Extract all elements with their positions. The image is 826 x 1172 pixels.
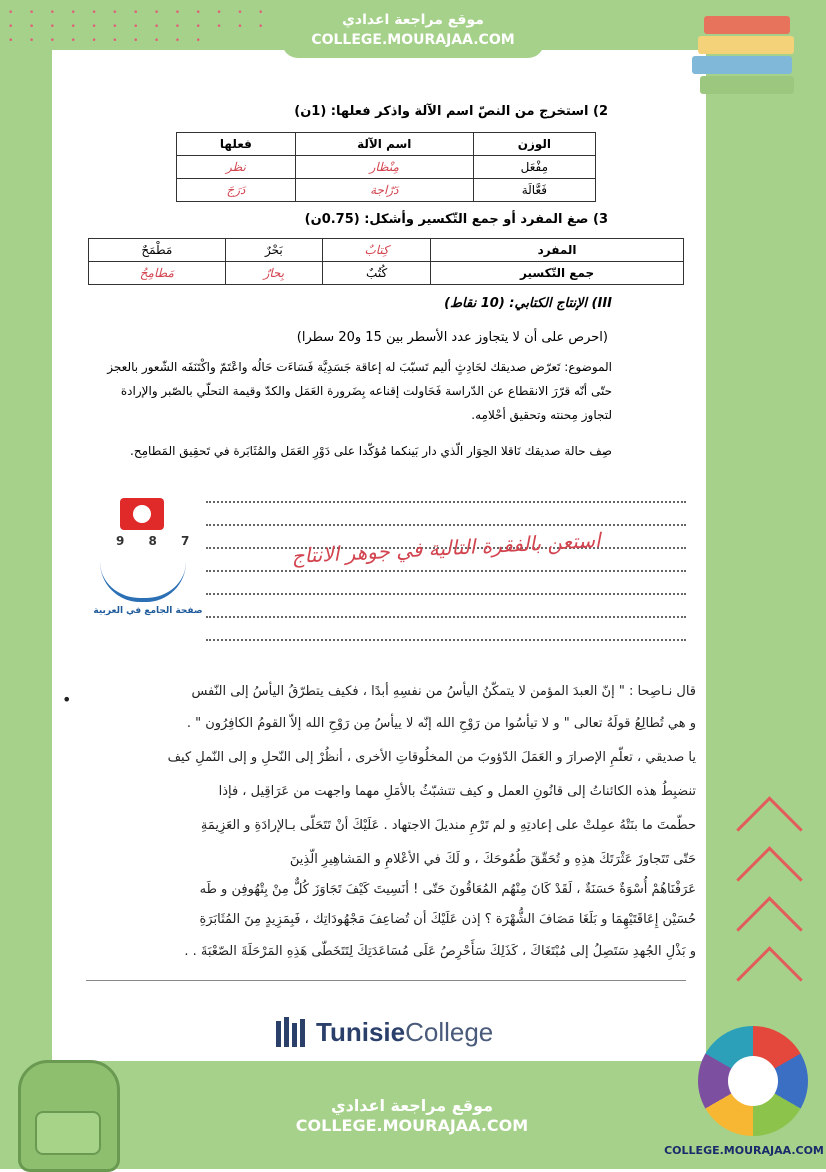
table-cell: دَرّاجة: [295, 179, 473, 202]
table-row-label: المفرد: [431, 239, 684, 262]
logo-numbers: 9 8 7: [116, 534, 200, 548]
brand-bold: Tunisie: [316, 1016, 406, 1047]
table-cell: كُتُبٌ: [323, 262, 431, 285]
logo-caption: صفحة الجامع في العربية: [93, 606, 203, 616]
exercise3-table: [88, 238, 684, 285]
table-cell: مِنْظار: [295, 156, 473, 179]
production-instruction: (احرص على أن لا يتجاوز عدد الأسطر بين 15 و20 سطرا): [296, 330, 608, 345]
exercise2-table: [176, 132, 596, 202]
header-site-url[interactable]: COLLEGE.MOURAJAA.COM: [311, 32, 515, 48]
table-cell: فَعَّالَة: [473, 179, 595, 202]
table-cell: مَطامِحُ: [89, 262, 226, 285]
books-stack-icon: [690, 14, 810, 98]
frame-left: [0, 0, 52, 1169]
bullet-icon: •: [62, 690, 72, 709]
subjects-wheel-icon: [698, 1026, 808, 1136]
passage-line: قال نـاصِحا : " إنّ العبدَ المؤمن لا يتمكّنُ اليأسُ من نفسِهِ أبدًا ، فكيف يتطرّقُ اليأسُ إلى النّفس: [191, 684, 696, 699]
footer-site-ar: موقع مراجعة اعدادي: [330, 1096, 494, 1115]
header-banner: [282, 0, 544, 58]
footer-banner: [262, 1086, 562, 1150]
table-row-label: جمع التّكسير: [431, 262, 684, 285]
book-bars-icon: [276, 1017, 308, 1047]
topic-line: حتّى أنّه قرّرَ الانقطاع عن الدّراسة فَحَاولت إقناعه بِضَرورة العَمَل والكدّ وقيمة التحلّي بالصّبر والإرادة: [120, 384, 612, 398]
table-cell: نظر: [177, 156, 296, 179]
header-site-ar: موقع مراجعة اعدادي: [342, 12, 484, 28]
table-cell: بِحارٌ: [225, 262, 322, 285]
divider: [86, 980, 686, 981]
table-header: فعلها: [177, 133, 296, 156]
production-title: III) الإنتاج الكتابي: (10 نقاط): [444, 296, 612, 311]
handwritten-note: استعن بالفقرة التالية في جوهر الانتاج: [290, 527, 602, 569]
corner-url[interactable]: COLLEGE.MOURAJAA.COM: [664, 1144, 824, 1157]
backpack-icon: [18, 1060, 120, 1172]
table-cell: بَحْرٌ: [225, 239, 322, 262]
jamie-logo: [92, 496, 204, 638]
table-header: اسم الآلة: [295, 133, 473, 156]
tunisie-college-logo: [276, 1012, 493, 1052]
open-book-icon: [100, 558, 186, 602]
brand-light: College: [405, 1016, 494, 1047]
passage-line: يا صديقي ، تعلّمِ الإصرارَ و العَمَلَ الدّؤوبَ من المخلُوقاتِ الأخرى ، أنظُرْ إلى النّحلِ و إلى النّملِ كيف: [167, 750, 696, 765]
table-cell: مَطْمَحٌ: [89, 239, 226, 262]
passage-line: حطّمتَ ما بنَتْهُ عمِلتْ على إعادتِهِ و لم تَرْمِ منديلَ الاجتهاد . عَلَيْكَ أنْ تَتَحَلّى بـالإرادَةِ و العَزِيمَةِ: [200, 818, 696, 833]
table-cell: دَرَجَ: [177, 179, 296, 202]
exercise2-title: 2) استخرج من النصّ اسم الآلة واذكر فعلها: (1ن): [294, 104, 608, 119]
passage-line: حَتّى تَتَجاوزَ عَثْرَتَكَ هذِهِ و تُحَقّقَ طُمُوحَكَ ، و لَكَ في الأعْلامِ و المَشاهِيرِ الّذِينَ: [289, 852, 696, 867]
passage-line: و هي تُطالِعُ قولَهُ تعالى " و لا تيأسُوا من رَوْحِ الله إنّه لا ييأسُ مِن رَوْحِ الله إلاّ القومُ الكافِرُون " .: [186, 716, 696, 731]
table-cell: كِتابٌ: [323, 239, 431, 262]
topic-line: لتجاوز مِحنته وتحقيق أحْلامِه.: [471, 408, 612, 422]
table-cell: مِفْعَل: [473, 156, 595, 179]
table-header: الوزن: [473, 133, 595, 156]
passage-line: عَرَفْنَاهُمْ أُسْوَةٌ حَسَنَةٌ ، لَقَدْ كَانَ مِنْهُم المُعَاقُونَ حَتّى ! أنَسِيتَ كَيْفَ تَجَاوَزَ كُلٌّ مِنْ بِتْهُوفِن و طَه: [199, 882, 696, 897]
tunisia-flag-icon: [120, 498, 164, 530]
passage-line: تنضبِطُ هذه الكائناتُ إلى قانُونِ العمل و كيف تتشبّثُ بالأمَلِ مهما واجهت من عَرَاقِيل ، فإذا: [218, 784, 696, 799]
exercise3-title: 3) صغ المفرد أو جمع التّكسير وأشكل: (0.75ن): [304, 212, 608, 227]
passage-line: حُسَيْن إِعَاقَتَيْهِمَا و بَلَغَا مَصَافَ الشُّهْرَة ؟ إذن عَلَيْكَ أن تُضاعِفَ مَجْهُودَاتِك ، فَبِمَزِيدٍ مِنَ المُثَابَرَةِ: [199, 912, 696, 927]
footer-site-url[interactable]: COLLEGE.MOURAJAA.COM: [295, 1116, 529, 1135]
topic-line: الموضوع: تَعرّض صديقك لحَادِثٍ أليم تَسبّبَ له إعاقة جَسَدِيَّة فَسَاءَت حَالُه واعْتَمّ واكْتَنَفَه الشّعور بالعجز: [107, 360, 612, 374]
passage-line: و بَذْلِ الجُهدِ سَتَصِلُ إلى مُبْتَغَاكَ ، كَذَلِكَ سَأَحْرِصُ عَلَى مُسَاعَدَتِكَ لِتَتَخَطّى هَذِهِ المَرْحَلَةَ الصّعْبَةَ . .: [184, 944, 696, 959]
production-task: صِف حالة صديقك نَاقلا الحِوَار الّذي دار بَينكما مُؤكّدا على دَوْرِ العَمَل والمُثَابَرة في تَحقِيق المَطامِح.: [130, 444, 612, 458]
decor-dots: • • • • • • • • • • • • • • • • • • • • • • • • • • • • • • • • • • • •: [8, 8, 269, 46]
